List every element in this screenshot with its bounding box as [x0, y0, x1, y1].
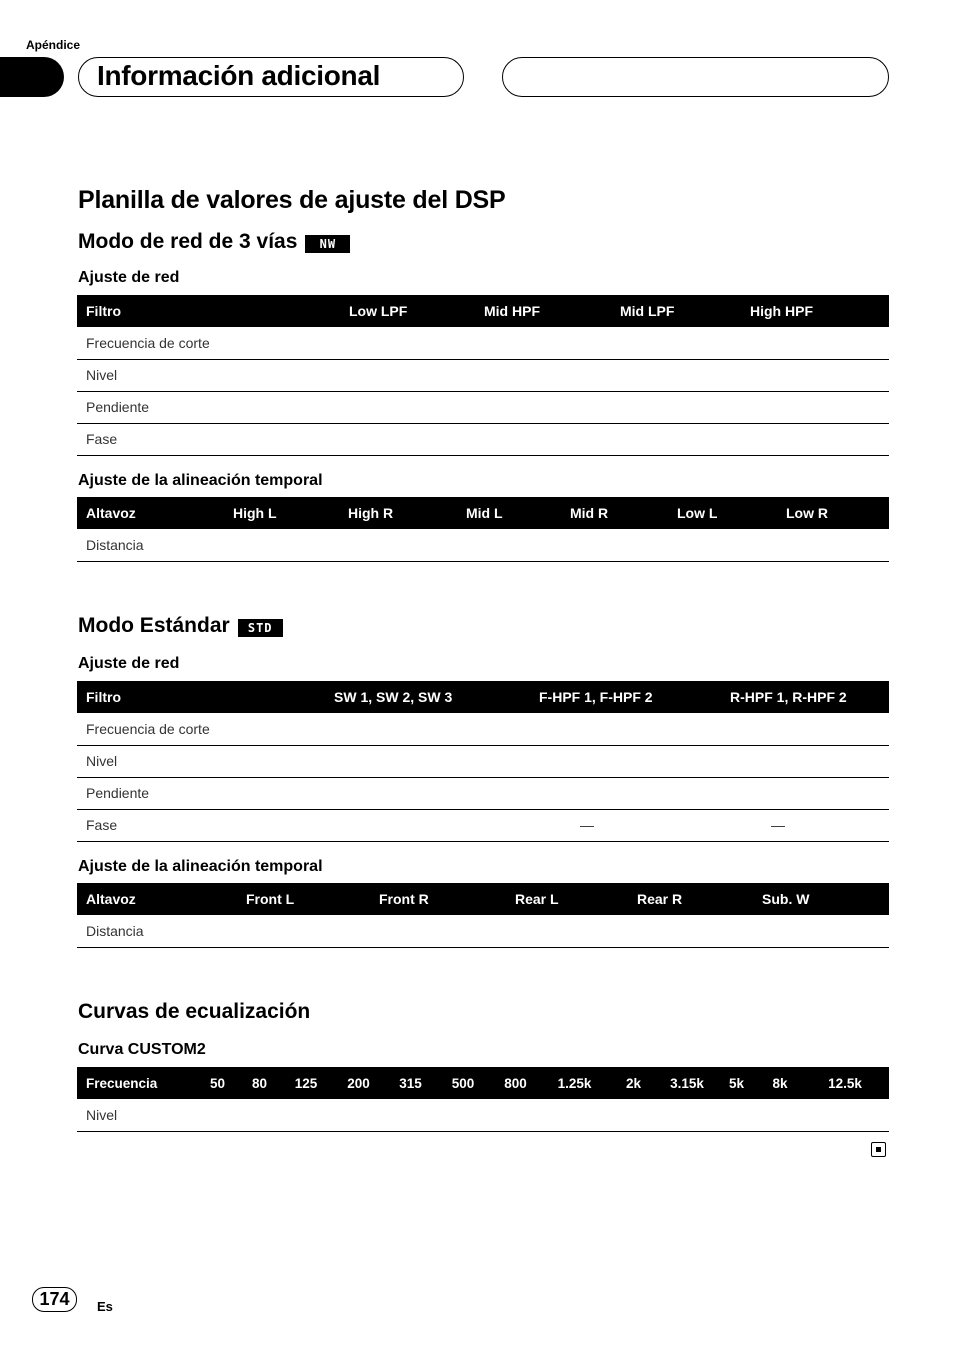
table-cell [325, 777, 530, 809]
table-cell [489, 1099, 542, 1131]
frequency-header: 3.15k [660, 1067, 714, 1099]
std-time-caption: Ajuste de la alineación temporal [78, 858, 323, 875]
table-header: Altavoz [77, 497, 224, 529]
table-header-row [77, 1067, 889, 1099]
table-row [77, 745, 889, 777]
table-cell [542, 1099, 607, 1131]
page-title: Planilla de valores de ajuste del DSP [78, 186, 506, 214]
table-row [77, 1099, 889, 1131]
frequency-header: 800 [489, 1067, 542, 1099]
table-header: Mid LPF [611, 295, 741, 327]
row-label: Nivel [77, 745, 325, 777]
table-cell [506, 915, 628, 947]
table-row [77, 359, 889, 391]
table-row [77, 915, 889, 947]
table-cell [611, 359, 741, 391]
table-cell [475, 359, 611, 391]
table-cell [195, 1099, 240, 1131]
table-header: Filtro [77, 681, 325, 713]
table-cell [628, 915, 753, 947]
table-cell [561, 529, 668, 561]
section-label: Apéndice [26, 38, 81, 52]
table-cell [279, 1099, 333, 1131]
table-header: Mid L [457, 497, 561, 529]
table-header: SW 1, SW 2, SW 3 [325, 681, 530, 713]
chapter-title-box [78, 57, 464, 97]
row-label: Pendiente [77, 391, 340, 423]
row-label: Frecuencia de corte [77, 713, 325, 745]
table-cell [759, 1099, 801, 1131]
table-header-row [77, 883, 889, 915]
table-cell [741, 423, 889, 455]
table-cell [340, 423, 475, 455]
table-header-row [77, 497, 889, 529]
table-row [77, 327, 889, 359]
row-label: Fase [77, 809, 325, 841]
table-row [77, 423, 889, 455]
table-header: Front R [370, 883, 506, 915]
table-cell [340, 391, 475, 423]
table-cell [611, 391, 741, 423]
table-cell [475, 327, 611, 359]
table-cell [530, 777, 721, 809]
table-cell [777, 529, 889, 561]
table-cell [668, 529, 777, 561]
table-cell [339, 529, 457, 561]
eq-caption: Curva CUSTOM2 [78, 1041, 206, 1058]
frequency-header: 2k [607, 1067, 660, 1099]
table-row [77, 777, 889, 809]
table-header: F-HPF 1, F-HPF 2 [530, 681, 721, 713]
std-network-caption: Ajuste de red [78, 655, 180, 672]
frequency-header: 80 [240, 1067, 279, 1099]
network-mode-title: Modo de red de 3 vías [78, 230, 298, 253]
standard-mode-heading [78, 614, 283, 638]
table-cell [611, 423, 741, 455]
row-label: Fase [77, 423, 340, 455]
table-cell [457, 529, 561, 561]
table-cell [384, 1099, 437, 1131]
table-cell [240, 1099, 279, 1131]
table-row [77, 391, 889, 423]
table-cell [801, 1099, 889, 1131]
row-label: Nivel [77, 1099, 195, 1131]
table-cell [340, 327, 475, 359]
table-cell [721, 713, 889, 745]
table-header: High L [224, 497, 339, 529]
table-header: Low L [668, 497, 777, 529]
page-number: 174 [32, 1287, 77, 1312]
table-cell [607, 1099, 660, 1131]
nw-network-table [77, 295, 889, 456]
row-label: Frecuencia de corte [77, 327, 340, 359]
table-header: High HPF [741, 295, 889, 327]
table-header: Sub. W [753, 883, 889, 915]
end-of-section-icon [871, 1142, 886, 1157]
table-header: Front L [237, 883, 370, 915]
table-row [77, 809, 889, 841]
table-header: Frecuencia [77, 1067, 195, 1099]
frequency-header: 1.25k [542, 1067, 607, 1099]
table-cell [370, 915, 506, 947]
table-cell [660, 1099, 714, 1131]
eq-heading: Curvas de ecualización [78, 1000, 311, 1023]
table-cell [721, 777, 889, 809]
table-cell [721, 745, 889, 777]
table-header-row [77, 295, 889, 327]
row-label: Distancia [77, 529, 224, 561]
table-header: R-HPF 1, R-HPF 2 [721, 681, 889, 713]
na-dash: — [721, 809, 889, 841]
table-cell [741, 391, 889, 423]
table-cell [437, 1099, 489, 1131]
table-cell [530, 745, 721, 777]
table-header: Low LPF [340, 295, 475, 327]
frequency-header: 5k [714, 1067, 759, 1099]
table-cell [325, 809, 530, 841]
table-cell [530, 713, 721, 745]
frequency-header: 50 [195, 1067, 240, 1099]
na-dash: — [530, 809, 721, 841]
network-mode-heading [78, 230, 350, 254]
row-label: Distancia [77, 915, 237, 947]
chapter-tab [0, 57, 64, 97]
frequency-header: 8k [759, 1067, 801, 1099]
std-network-table [77, 681, 889, 842]
row-label: Nivel [77, 359, 340, 391]
table-header: Altavoz [77, 883, 237, 915]
table-cell [325, 713, 530, 745]
table-cell [325, 745, 530, 777]
chapter-right-box [502, 57, 889, 97]
frequency-header: 125 [279, 1067, 333, 1099]
table-cell [224, 529, 339, 561]
table-cell [714, 1099, 759, 1131]
nw-network-caption: Ajuste de red [78, 269, 180, 286]
table-header-row [77, 681, 889, 713]
nw-badge-icon: NW [305, 235, 350, 253]
nw-time-caption: Ajuste de la alineación temporal [78, 472, 323, 489]
std-badge-icon: STD [238, 619, 283, 637]
table-cell [340, 359, 475, 391]
eq-table [77, 1067, 889, 1132]
nw-time-table [77, 497, 889, 562]
frequency-header: 315 [384, 1067, 437, 1099]
row-label: Pendiente [77, 777, 325, 809]
table-header: Rear L [506, 883, 628, 915]
standard-mode-title: Modo Estándar [78, 614, 230, 637]
table-cell [741, 359, 889, 391]
table-header: Low R [777, 497, 889, 529]
language-label: Es [97, 1299, 113, 1314]
table-row [77, 529, 889, 561]
table-row [77, 713, 889, 745]
frequency-header: 12.5k [801, 1067, 889, 1099]
table-cell [475, 423, 611, 455]
table-header: Mid R [561, 497, 668, 529]
table-cell [237, 915, 370, 947]
table-header: Mid HPF [475, 295, 611, 327]
frequency-header: 200 [333, 1067, 384, 1099]
table-cell [753, 915, 889, 947]
table-cell [333, 1099, 384, 1131]
frequency-header: 500 [437, 1067, 489, 1099]
table-cell [741, 327, 889, 359]
table-header: Rear R [628, 883, 753, 915]
table-cell [611, 327, 741, 359]
table-header: High R [339, 497, 457, 529]
table-header: Filtro [77, 295, 340, 327]
table-cell [475, 391, 611, 423]
chapter-title: Información adicional [97, 60, 381, 91]
std-time-table [77, 883, 889, 948]
